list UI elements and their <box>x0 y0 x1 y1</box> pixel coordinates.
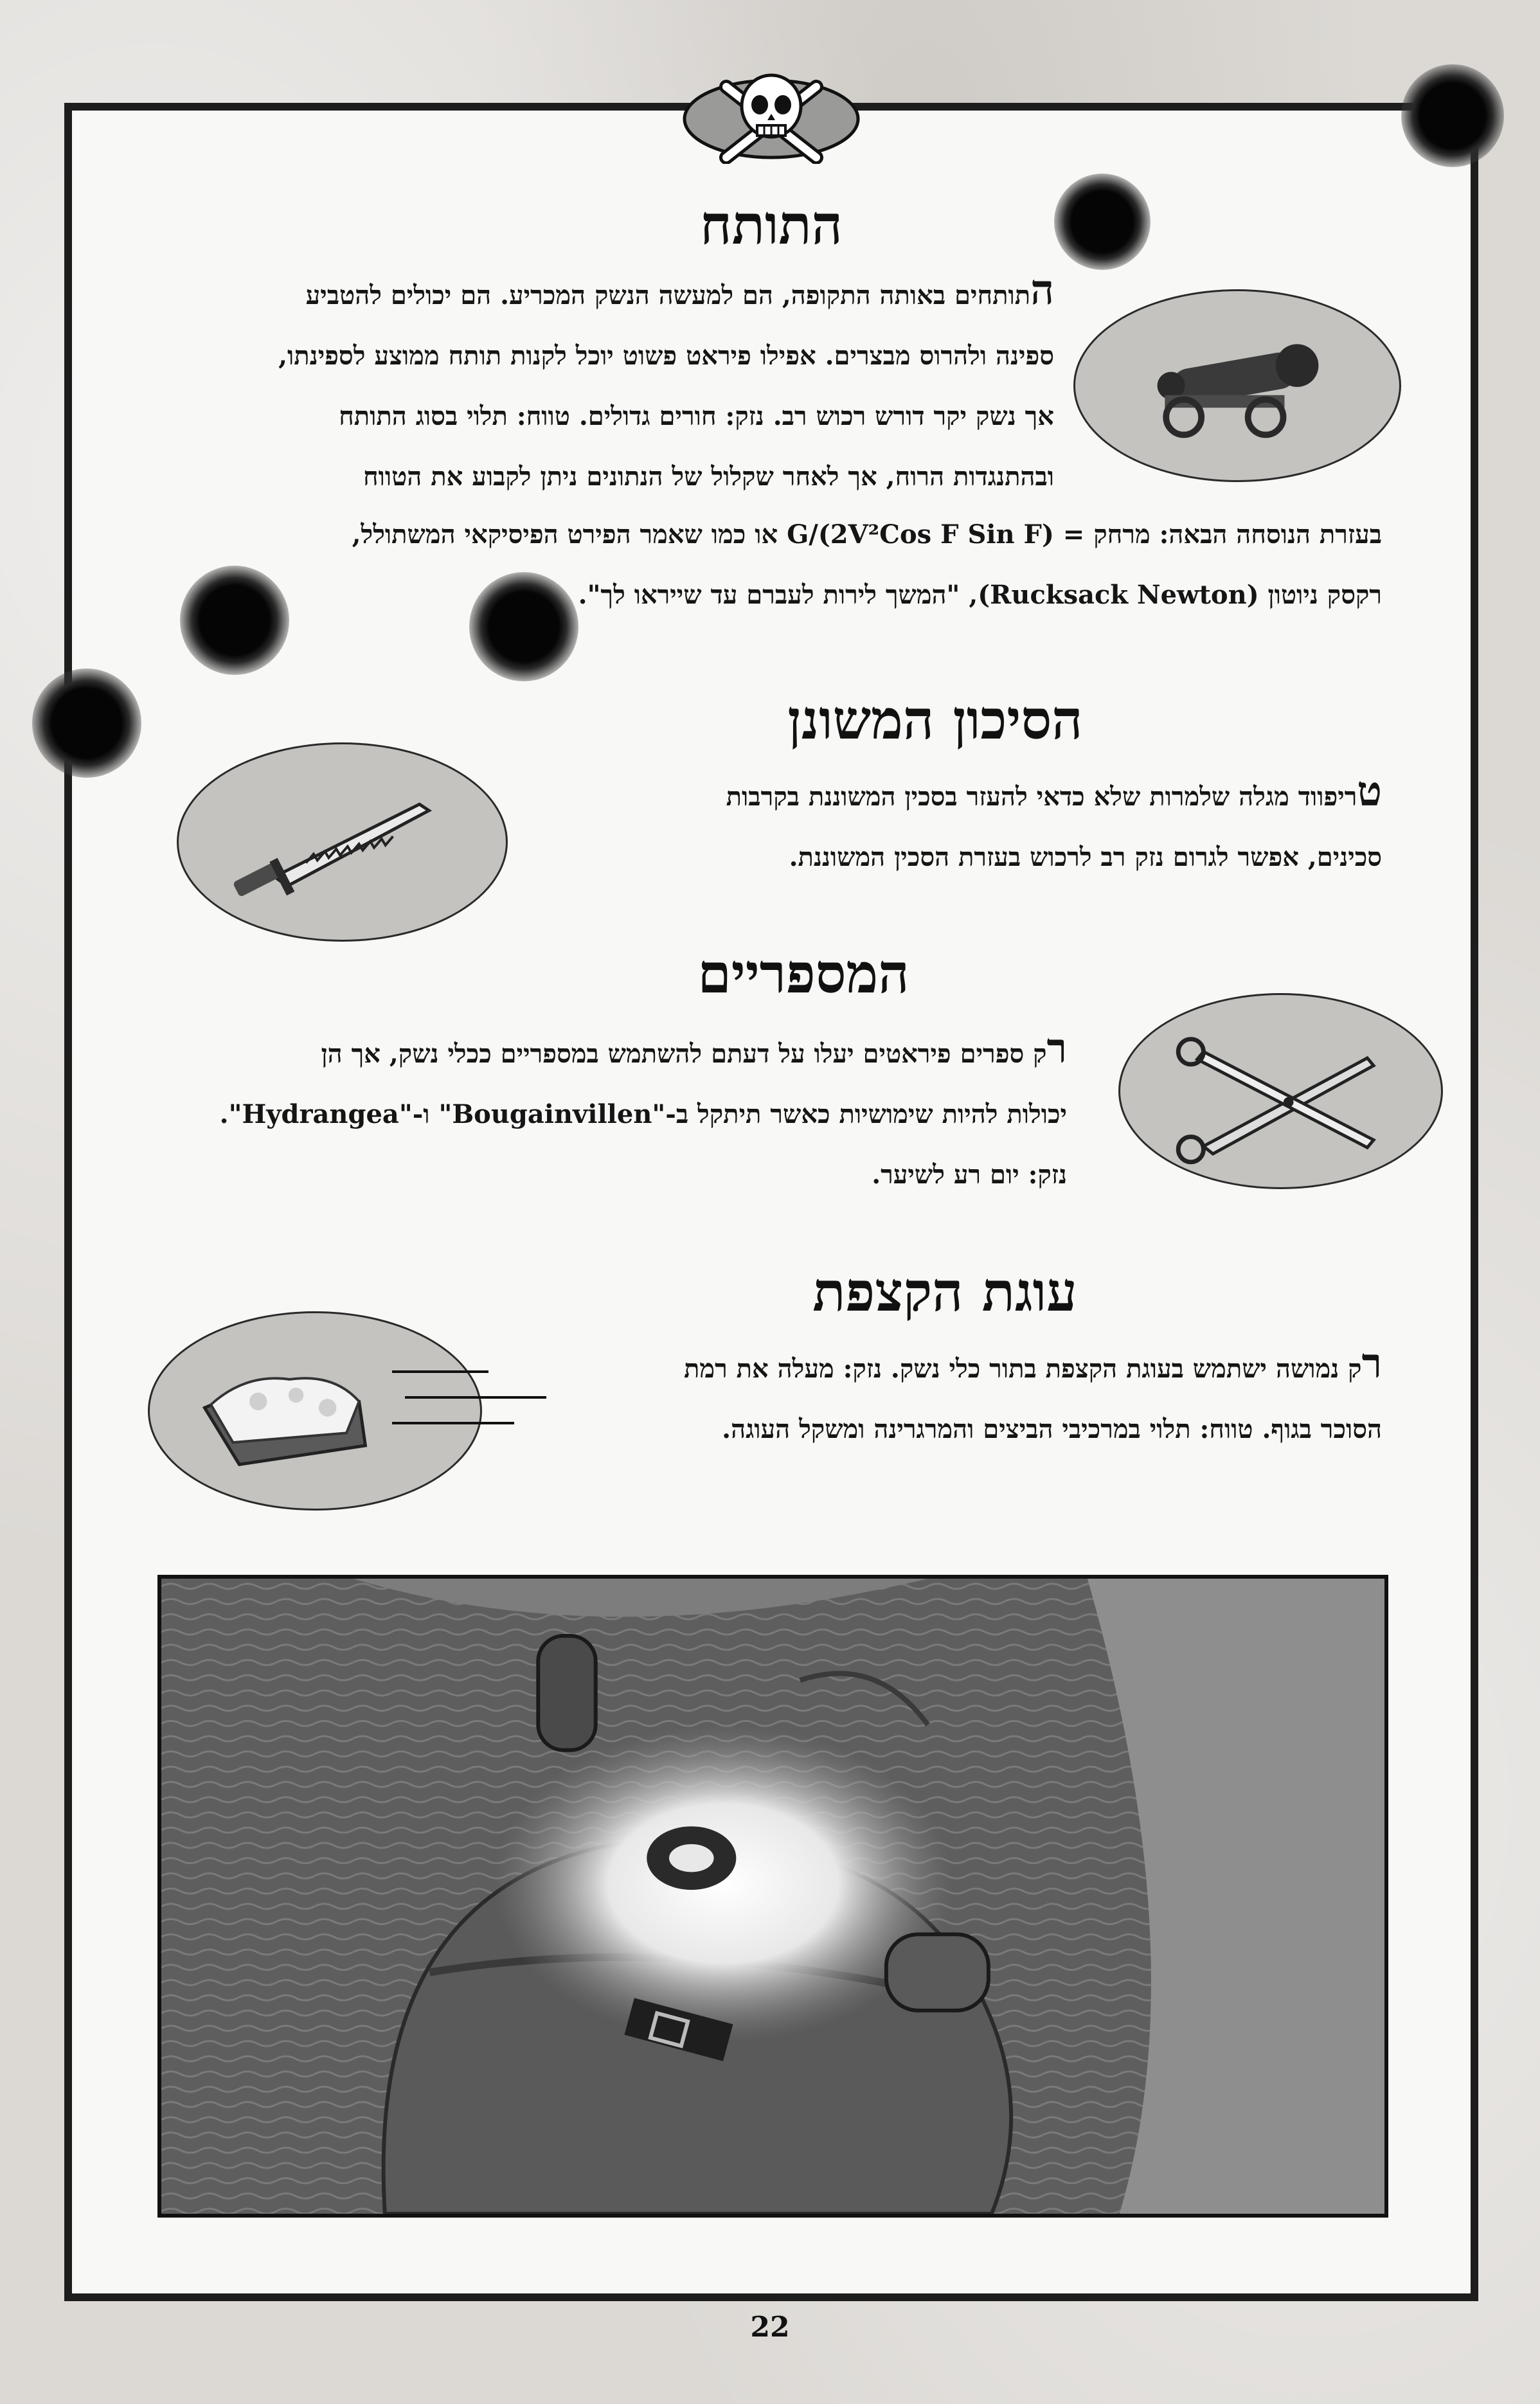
knife-description <box>521 762 1382 888</box>
motion-lines <box>386 1363 553 1440</box>
drop-cap: ר <box>1361 1340 1382 1388</box>
knife-oval <box>177 742 508 942</box>
text-line: בעזרת הנוסחה הבאה: מרחק = (2V²Cos F Sin F)/G או כמו שאמר הפירט הפיסיקאי המשתולל, <box>352 519 1382 550</box>
bullet-hole-decoration <box>32 668 141 778</box>
scissors-oval <box>1118 993 1443 1189</box>
text-line: ובהתנגדות הרוח, אך לאחר שקלול של הנתונים ניתן לקבוע את הטווח <box>363 462 1054 492</box>
text-line: יכולות להיות שימושיות כאשר תיתקל ב-"Bougainvillen" ו-"Hydrangea". <box>219 1099 1067 1129</box>
game-screenshot <box>157 1575 1388 2218</box>
serrated-knife-icon <box>179 744 506 940</box>
text-line: התותחים באותה התקופה, הם למעשה הנשק המכריע. הם יכולים להטביע <box>305 266 1054 314</box>
page-number: 22 <box>750 2311 790 2344</box>
section-title-pie: עוגת הקצפת <box>812 1260 1077 1323</box>
text-line: הסוכר בגוף. טווח: תלוי במרכיבי הביצים והמרגרינה ומשקל העוגה. <box>722 1414 1382 1444</box>
text-line: ספינה ולהרוס מבצרים. אפילו פיראט פשוט יוכל לקנות תותח ממוצע לספינתו, <box>278 341 1054 371</box>
section-title-knife: הסיכון המשונן <box>787 688 1083 751</box>
cannon-icon <box>1075 291 1399 480</box>
cannon-oval <box>1073 289 1401 482</box>
scissors-description <box>167 1019 1067 1205</box>
section-title-scissors: המספריים <box>697 942 909 1005</box>
pie-description <box>553 1334 1382 1460</box>
drop-cap: ר <box>1046 1025 1067 1073</box>
bullet-hole-decoration <box>1401 64 1504 167</box>
cannon-description <box>129 260 1054 507</box>
text-line: רק ספרים פיראטים יעלו על דעתם להשתמש במספריים ככלי נשק, אך הן <box>321 1025 1067 1073</box>
bullet-hole-decoration <box>1054 174 1151 270</box>
scissors-icon <box>1120 995 1441 1187</box>
text-line: רקסק ניוטון (Rucksack Newton), "המשך לירות לעברם עד שייראו לך". <box>578 580 1382 610</box>
text-line: סכינים, אפשר לגרום נזק רב לרכוש בעזרת הסכין המשוננת. <box>789 842 1382 872</box>
skull-crossbones-icon <box>681 61 861 164</box>
cannon-description-cont <box>129 505 1382 625</box>
text-line: טריפווד מגלה שלמרות שלא כדאי להעזר בסכין המשוננת בקרבות <box>726 767 1382 816</box>
drop-cap: ה <box>1030 266 1054 314</box>
text-line: נזק: יום רע לשיער. <box>872 1160 1067 1190</box>
text-line: אך נשק יקר דורש רכוש רב. נזק: חורים גדולים. טווח: תלוי בסוג התותח <box>339 401 1054 431</box>
drop-cap: ט <box>1357 767 1382 816</box>
text-line: רק נמושה ישתמש בעוגת הקצפת בתור כלי נשק. נזק: מעלה את רמת <box>683 1340 1382 1388</box>
section-title-cannon: התותח <box>700 193 843 256</box>
